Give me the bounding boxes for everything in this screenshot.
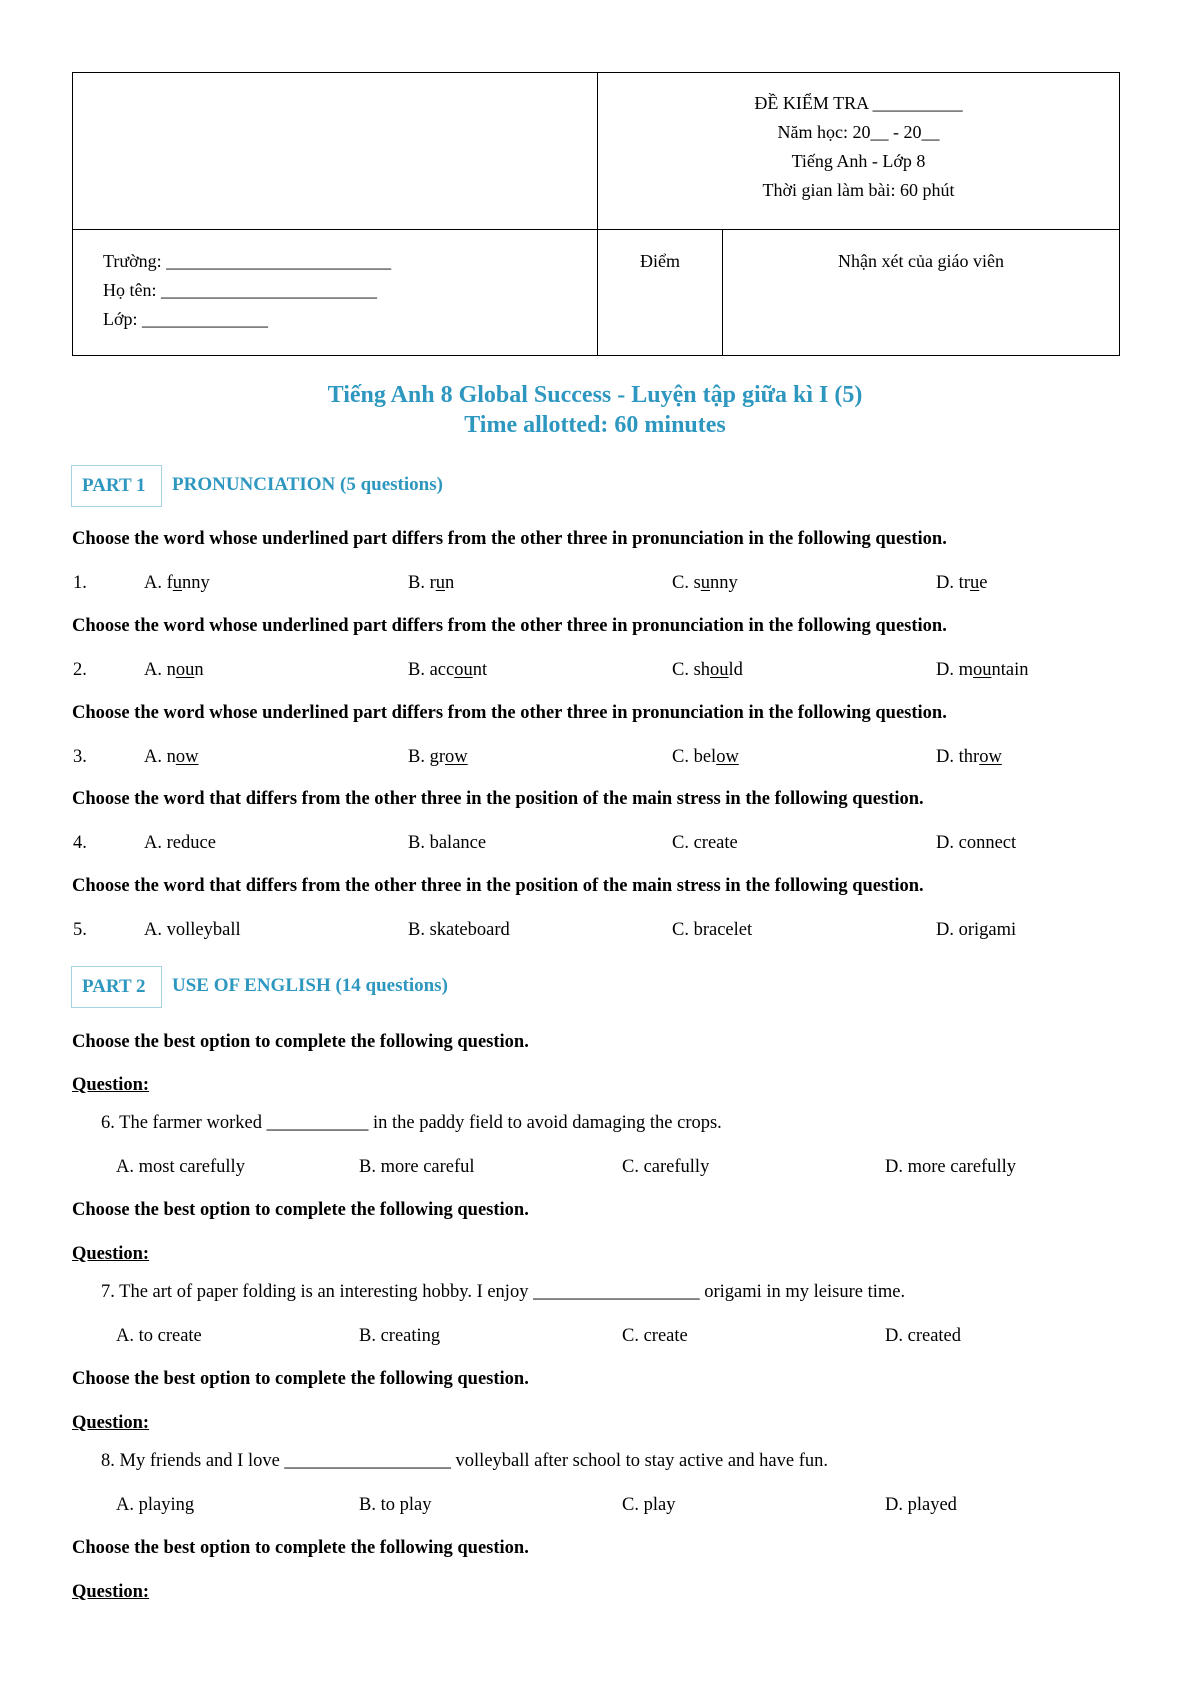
option-a[interactable]: A. playing	[116, 1495, 195, 1515]
instruction: Choose the word whose underlined part differs from the other three in pronunciation in the following question.	[72, 703, 947, 723]
option-a[interactable]	[144, 831, 216, 855]
option-text: volleyball	[166, 920, 241, 940]
student-info	[103, 247, 391, 334]
option-a[interactable]	[144, 658, 204, 682]
option-c[interactable]	[672, 745, 739, 769]
question-label: Question:	[72, 1244, 150, 1264]
option-d[interactable]: D. created	[885, 1326, 962, 1346]
option-text: D.	[936, 573, 959, 593]
option-b[interactable]: B. creating	[359, 1326, 441, 1346]
school-year: Năm học: 20__ - 20__	[777, 122, 940, 142]
option-b[interactable]	[408, 831, 486, 855]
underlined-sound: u	[172, 573, 183, 593]
option-d[interactable]: D. more carefully	[885, 1157, 1016, 1177]
option-text: n	[166, 747, 176, 767]
option-text: C.	[672, 660, 694, 680]
option-d[interactable]	[936, 745, 1002, 769]
class-field: Lớp: ______________	[103, 309, 269, 329]
option-b[interactable]	[408, 571, 454, 595]
option-text: A.	[144, 747, 167, 767]
underlined-sound: u	[435, 573, 446, 593]
question-number: 5.	[73, 920, 87, 940]
teacher-comment-label: Nhận xét của giáo viên	[838, 251, 1004, 271]
exam-info	[598, 89, 1119, 205]
name-field: Họ tên: ________________________	[103, 280, 377, 300]
option-text: nny	[182, 573, 210, 593]
option-text: gr	[429, 747, 446, 767]
question-number: 2.	[73, 660, 87, 680]
underlined-sound: ow	[979, 747, 1002, 767]
page-title: Tiếng Anh 8 Global Success - Luyện tập giữa kì I (5)	[327, 382, 863, 408]
option-text: D.	[936, 747, 959, 767]
option-text: D.	[936, 660, 959, 680]
option-text: thr	[958, 747, 980, 767]
subject: Tiếng Anh - Lớp 8	[791, 151, 926, 171]
option-text: B.	[408, 660, 430, 680]
question-row	[0, 831, 1190, 855]
option-d[interactable]	[936, 571, 987, 595]
exam-time: Thời gian làm bài: 60 phút	[762, 180, 955, 200]
option-text: bracelet	[693, 920, 753, 940]
option-text: balance	[429, 833, 487, 853]
instruction: Choose the best option to complete the following question.	[72, 1200, 529, 1220]
option-text: A.	[144, 833, 167, 853]
instruction: Choose the word that differs from the other three in the position of the main stress in the following question.	[72, 789, 924, 809]
part1-label: PART 1	[71, 465, 162, 507]
option-b[interactable]	[408, 918, 510, 942]
option-text: ld	[728, 660, 743, 680]
option-text: nny	[710, 573, 738, 593]
question-stem: 7. The art of paper folding is an interesting hobby. I enjoy __________________ origami in my leisure time.	[101, 1282, 906, 1302]
option-text: B.	[408, 920, 430, 940]
page-subtitle: Time allotted: 60 minutes	[464, 412, 726, 438]
option-text: reduce	[166, 833, 216, 853]
option-c[interactable]: C. carefully	[622, 1157, 710, 1177]
option-text: A.	[144, 660, 167, 680]
underlined-sound: u	[700, 573, 711, 593]
option-c[interactable]	[672, 918, 752, 942]
instruction: Choose the word whose underlined part differs from the other three in pronunciation in the following question.	[72, 529, 947, 549]
instruction: Choose the best option to complete the following question.	[72, 1032, 529, 1052]
part2-title: USE OF ENGLISH (14 questions)	[172, 975, 448, 996]
instruction: Choose the best option to complete the following question.	[72, 1369, 529, 1389]
option-b[interactable]	[408, 658, 487, 682]
instruction: Choose the word whose underlined part differs from the other three in pronunciation in the following question.	[72, 616, 947, 636]
option-text: C.	[672, 573, 694, 593]
option-text: A.	[144, 920, 167, 940]
option-text: sh	[693, 660, 711, 680]
option-text: n	[166, 660, 176, 680]
option-text: e	[979, 573, 988, 593]
option-text: bel	[693, 747, 717, 767]
option-c[interactable]: C. play	[622, 1495, 676, 1515]
option-text: n	[445, 573, 455, 593]
underlined-sound: u	[969, 573, 980, 593]
question-number: 1.	[73, 573, 87, 593]
option-c[interactable]	[672, 658, 743, 682]
instruction: Choose the best option to complete the following question.	[72, 1538, 529, 1558]
question-row	[0, 918, 1190, 942]
question-label: Question:	[72, 1413, 150, 1433]
option-text: create	[693, 833, 738, 853]
option-text: skateboard	[429, 920, 510, 940]
underlined-sound: ow	[175, 747, 199, 767]
option-text: A.	[144, 573, 167, 593]
option-c[interactable]	[672, 831, 738, 855]
question-row	[0, 658, 1190, 682]
question-label: Question:	[72, 1075, 150, 1095]
option-text: connect	[958, 833, 1017, 853]
option-text: D.	[936, 920, 959, 940]
option-text: B.	[408, 833, 430, 853]
question-number: 4.	[73, 833, 87, 853]
exam-title: ĐỀ KIỂM TRA __________	[754, 93, 963, 113]
option-text: nt	[472, 660, 488, 680]
option-text: tr	[958, 573, 970, 593]
instruction: Choose the word that differs from the other three in the position of the main stress in the following question.	[72, 876, 924, 896]
question-label: Question:	[72, 1582, 150, 1602]
option-text: origami	[958, 920, 1017, 940]
option-a[interactable]: A. to create	[116, 1326, 202, 1346]
part1-title: PRONUNCIATION (5 questions)	[172, 474, 443, 495]
option-text: ntain	[991, 660, 1029, 680]
underlined-sound: ou	[710, 660, 729, 680]
option-d[interactable]: D. played	[885, 1495, 957, 1515]
option-c[interactable]	[672, 571, 738, 595]
option-d[interactable]	[936, 831, 1016, 855]
option-c[interactable]: C. create	[622, 1326, 688, 1346]
underlined-sound: ow	[445, 747, 468, 767]
underlined-sound: ou	[973, 660, 992, 680]
option-text: D.	[936, 833, 959, 853]
option-b[interactable]: B. to play	[359, 1495, 432, 1515]
option-a[interactable]	[144, 745, 199, 769]
option-b[interactable]	[408, 745, 468, 769]
option-b[interactable]: B. more careful	[359, 1157, 475, 1177]
option-text: s	[693, 573, 701, 593]
option-text: m	[958, 660, 974, 680]
option-text: C.	[672, 747, 694, 767]
score-label: Điểm	[640, 251, 680, 271]
underlined-sound: ow	[716, 747, 739, 767]
option-d[interactable]	[936, 658, 1029, 682]
part2-label: PART 2	[71, 966, 162, 1008]
underlined-sound: ou	[175, 660, 195, 680]
option-text: r	[429, 573, 436, 593]
option-text: f	[166, 573, 173, 593]
option-text: acc	[429, 660, 455, 680]
exam-header-table	[72, 72, 1120, 356]
option-d[interactable]	[936, 918, 1016, 942]
option-a[interactable]	[144, 918, 241, 942]
question-stem: 8. My friends and I love __________________ volleyball after school to stay active and have fun.	[101, 1451, 828, 1471]
school-field: Trường: _________________________	[103, 251, 392, 271]
question-number: 3.	[73, 747, 87, 767]
option-a[interactable]: A. most carefully	[116, 1157, 245, 1177]
question-row	[0, 745, 1190, 769]
option-text: B.	[408, 747, 430, 767]
question-row	[0, 571, 1190, 595]
divider	[73, 229, 1119, 230]
option-text: C.	[672, 833, 694, 853]
option-text: B.	[408, 573, 430, 593]
underlined-sound: ou	[454, 660, 473, 680]
option-text: C.	[672, 920, 694, 940]
option-text: n	[194, 660, 204, 680]
option-a[interactable]	[144, 571, 210, 595]
question-stem: 6. The farmer worked ___________ in the paddy field to avoid damaging the crops.	[101, 1113, 722, 1133]
